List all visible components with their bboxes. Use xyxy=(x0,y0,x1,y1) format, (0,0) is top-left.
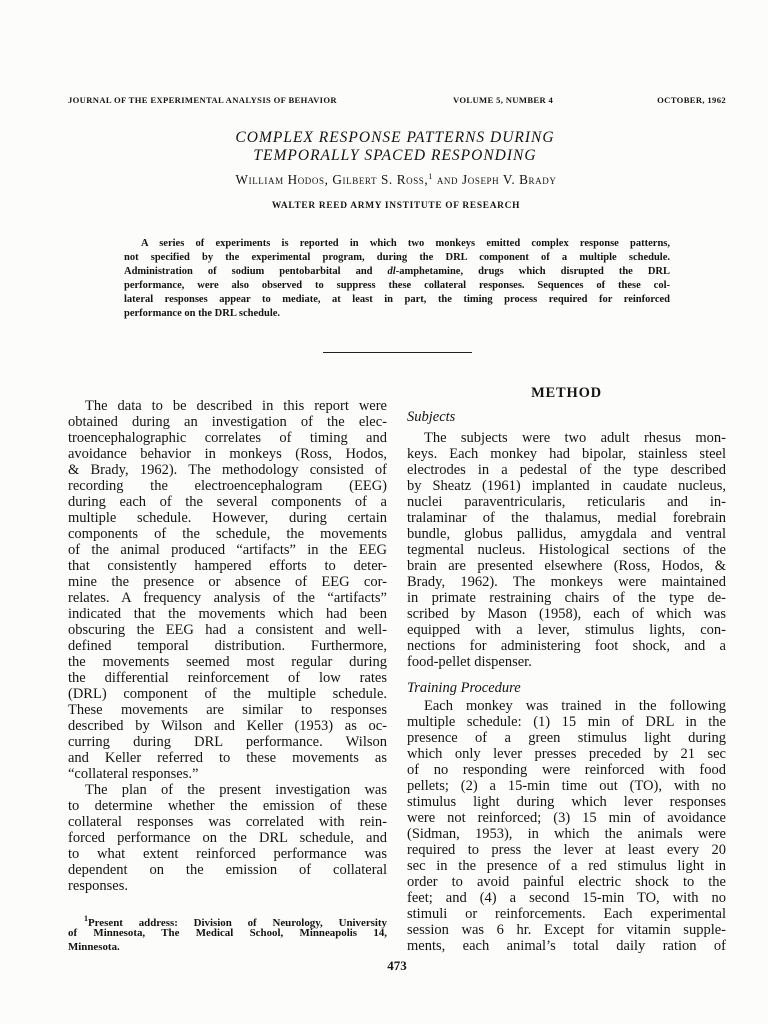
text-line: mine the presence or absence of EEG cor- xyxy=(68,574,387,590)
abstract-line: not specified by the experimental program, during the DRL component of a multiple schedule. xyxy=(124,252,670,263)
footnote-mark: 1 xyxy=(84,914,88,923)
text-line: (DRL) component of the multiple schedule. xyxy=(68,686,387,702)
text-line: session was 6 hr. Except for vitamin supple- xyxy=(407,922,726,938)
author-footnote-mark: 1 xyxy=(428,172,433,181)
subjects-paragraph xyxy=(407,430,726,670)
text-line: Brady, 1962). The monkeys were maintained xyxy=(407,574,726,590)
text-line: in primate restraining chairs of the type de- xyxy=(407,590,726,606)
text-line: scribed by Mason (1958), each of which was xyxy=(407,606,726,622)
text-line: troencephalographic correlates of timing and xyxy=(68,430,387,446)
text-line: obtained during an investigation of the elec- xyxy=(68,414,387,430)
footnote-line: Minnesota. xyxy=(68,941,120,953)
training-procedure-paragraph xyxy=(407,698,726,954)
text-line: The subjects were two adult rhesus mon- xyxy=(424,430,726,446)
text-line: multiple schedule: (1) 15 min of DRL in the xyxy=(407,714,726,730)
text-line: to determine whether the emission of these xyxy=(68,798,387,814)
text-line: recording the electroencephalogram (EEG) xyxy=(68,478,387,494)
text-line: of the animal produced “artifacts” in the EEG xyxy=(68,542,387,558)
paragraph xyxy=(68,782,387,894)
article-title xyxy=(100,129,690,165)
text-line: avoidance behavior in monkeys (Ross, Hodos, xyxy=(68,446,387,462)
text-line: indicated that the movements which had been xyxy=(68,606,387,622)
abstract-line: lateral responses appear to mediate, at least in part, the timing process required for reinforced xyxy=(124,294,670,305)
text-line: equipped with a lever, stimulus lights, con- xyxy=(407,622,726,638)
left-column xyxy=(68,398,387,894)
text-line: stimuli or reinforcements. Each experimental xyxy=(407,906,726,922)
author-list xyxy=(100,172,692,188)
text-line: stimulus light during which lever responses xyxy=(407,794,726,810)
text-line: dependent on the emission of collateral xyxy=(68,862,387,878)
authors-part-1: William Hodos, Gilbert S. Ross, xyxy=(235,172,429,187)
title-line-2: TEMPORALLY SPACED RESPONDING xyxy=(253,147,537,164)
text-line: The plan of the present investigation was xyxy=(85,782,387,798)
journal-name: JOURNAL OF THE EXPERIMENTAL ANALYSIS OF BEHAVIOR xyxy=(68,95,337,105)
section-heading-method: METHOD xyxy=(531,385,602,401)
text-line: responses. xyxy=(68,878,129,894)
abstract-italic-term: dl xyxy=(387,266,396,277)
text-line: to what extent reinforced performance was xyxy=(68,846,387,862)
running-header xyxy=(0,95,768,107)
affiliation: WALTER REED ARMY INSTITUTE OF RESEARCH xyxy=(271,201,521,211)
subsection-heading-subjects: Subjects xyxy=(407,409,456,425)
text-line: the movements seemed most regular during xyxy=(68,654,387,670)
section-divider xyxy=(323,352,472,353)
text-line: presence of a green stimulus light during xyxy=(407,730,726,746)
text-line: order to avoid painful electric shock to the xyxy=(407,874,726,890)
text-line: bundle, globus pallidus, amygdala and ventral xyxy=(407,526,726,542)
text-line: nections for administering foot shock, and a xyxy=(407,638,726,654)
text-line: described by Wilson and Keller (1953) as oc- xyxy=(68,718,387,734)
text-line: forced performance on the DRL schedule, and xyxy=(68,830,387,846)
abstract-text: -amphetamine, drugs which disrupted the DRL xyxy=(395,266,671,277)
authors-part-2: and Joseph V. Brady xyxy=(432,172,557,187)
issue-date: OCTOBER, 1962 xyxy=(657,95,726,105)
volume-number: VOLUME 5, NUMBER 4 xyxy=(453,95,554,105)
text-line: components of the schedule, the movements xyxy=(68,526,387,542)
text-line: defined temporal distribution. Furthermore, xyxy=(68,638,387,654)
text-line: during each of the several components of a xyxy=(68,494,387,510)
text-line: These movements are similar to responses xyxy=(68,702,387,718)
abstract-text: Administration of sodium pentobarbital and xyxy=(124,266,388,277)
abstract-line xyxy=(124,265,670,279)
text-line: feet; and (4) a second 15-min TO, with no xyxy=(407,890,726,906)
text-line: tegmental nucleus. Histological sections of the xyxy=(407,542,726,558)
abstract xyxy=(124,237,670,321)
text-line: food-pellet dispenser. xyxy=(407,654,532,670)
text-line: relates. A frequency analysis of the “artifacts” xyxy=(68,590,387,606)
text-line: keys. Each monkey had bipolar, stainless steel xyxy=(407,446,726,462)
page-number: 473 xyxy=(387,958,407,973)
text-line: nuclei paraventricularis, reticularis and in- xyxy=(407,494,726,510)
text-line: electrodes in a pedestal of the type described xyxy=(407,462,726,478)
text-line: (Sidman, 1953), in which the animals were xyxy=(407,826,726,842)
text-line: sec in the presence of a red stimulus light in xyxy=(407,858,726,874)
text-line: brain are presented elsewhere (Ross, Hodos, & xyxy=(407,558,726,574)
text-line: which only lever presses preceded by 21 sec xyxy=(407,746,726,762)
text-line: the differential reinforcement of low rates xyxy=(68,670,387,686)
text-line: were not reinforced; (3) 15 min of avoidance xyxy=(407,810,726,826)
text-line: multiple schedule. However, during certain xyxy=(68,510,387,526)
text-line: and Keller referred to these movements as xyxy=(68,750,387,766)
subsection-heading-training-procedure: Training Procedure xyxy=(407,680,521,696)
text-line: & Brady, 1962). The methodology consisted of xyxy=(68,462,387,478)
text-line: of no responding were reinforced with food xyxy=(407,762,726,778)
footnote-text: Present address: Division of Neurology, University xyxy=(88,917,387,929)
abstract-line: performance on the DRL schedule. xyxy=(124,308,281,319)
text-line: ments, each animal’s total daily ration of xyxy=(407,938,726,954)
paragraph xyxy=(68,398,387,782)
abstract-line: A series of experiments is reported in which two monkeys emitted complex response patterns, xyxy=(141,238,670,249)
text-line: Each monkey was trained in the following xyxy=(424,698,726,714)
text-line: by Sheatz (1961) implanted in caudate nucleus, xyxy=(407,478,726,494)
footnote xyxy=(68,912,387,954)
text-line: The data to be described in this report were xyxy=(85,398,387,414)
abstract-line: performance, were also observed to suppress these collateral responses. Sequences of these col- xyxy=(124,280,670,291)
title-line-1: COMPLEX RESPONSE PATTERNS DURING xyxy=(235,129,555,146)
text-line: required to press the lever at least every 20 xyxy=(407,842,726,858)
footnote-line xyxy=(68,912,387,929)
text-line: tralaminar of the thalamus, medial forebrain xyxy=(407,510,726,526)
text-line: pellets; (2) a 15-min time out (TO), with no xyxy=(407,778,726,794)
text-line: curring during DRL performance. Wilson xyxy=(68,734,387,750)
text-line: obscuring the EEG had a consistent and well- xyxy=(68,622,387,638)
footnote-line: of Minnesota, The Medical School, Minneapolis 14, xyxy=(68,927,387,939)
text-line: collateral responses was correlated with rein- xyxy=(68,814,387,830)
text-line: “collateral responses.” xyxy=(68,766,199,782)
text-line: that consistently hampered efforts to deter- xyxy=(68,558,387,574)
